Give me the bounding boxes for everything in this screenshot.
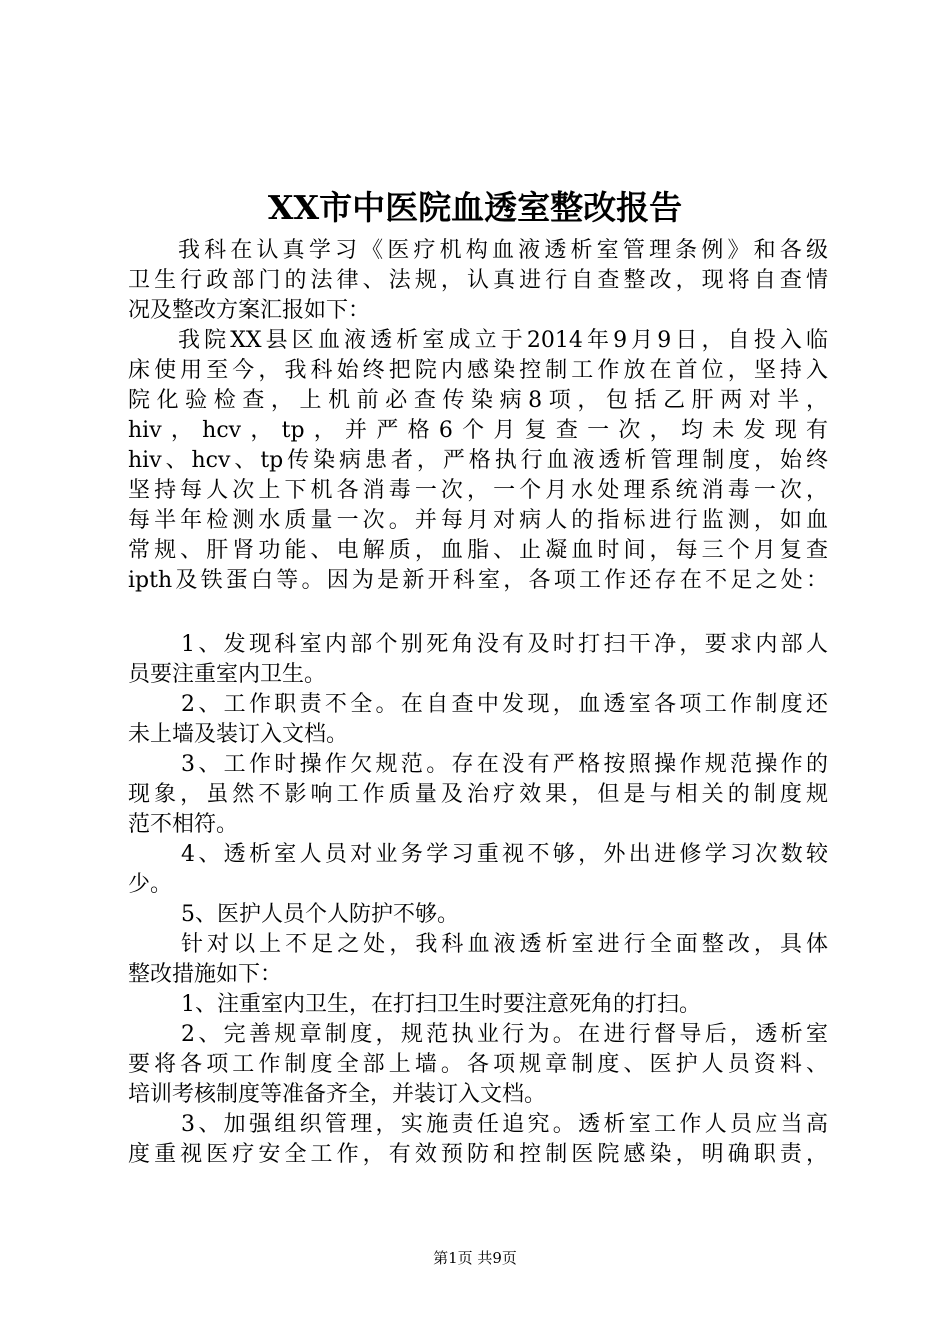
paragraph-line: 床使用至今，我科始终把院内感染控制工作放在首位，坚持入 [128,358,828,383]
page-footer: 第1页 共9页 [433,1249,517,1267]
list-item-line: 培训考核制度等准备齐全，并装订入文档。 [128,1082,547,1107]
paragraph-line: 每半年检测水质量一次。并每月对病人的指标进行监测，如血 [128,508,828,533]
list-item-line: 5、医护人员个人防护不够。 [181,902,459,927]
paragraph-line: ipth及铁蛋白等。因为是新开科室，各项工作还存在不足之处： [128,568,828,593]
paragraph-line: 卫生行政部门的法律、法规，认真进行自查整改，现将自查情 [128,268,828,293]
list-item-line: 现象，虽然不影响工作质量及治疗效果，但是与相关的制度规 [128,782,828,807]
list-item-line: 度重视医疗安全工作，有效预防和控制医院感染，明确职责， [128,1142,828,1167]
paragraph-line: hiv、hcv、tp传染病患者，严格执行血液透析管理制度，始终 [128,448,828,473]
paragraph-gap [128,596,828,630]
paragraph-line: hiv，hcv，tp，并严格6个月复查一次，均未发现有 [128,418,828,443]
paragraph-line: 常规、肝肾功能、电解质，血脂、止凝血时间，每三个月复查 [128,538,828,563]
list-item-line: 1、注重室内卫生，在打扫卫生时要注意死角的打扫。 [181,992,701,1017]
list-item-line: 少。 [128,872,173,897]
list-item-line: 3、工作时操作欠规范。存在没有严格按照操作规范操作的 [181,752,828,777]
document-title: XX市中医院血透室整改报告 [267,188,683,227]
paragraph-line: 院化验检查，上机前必查传染病8项，包括乙肝两对半， [128,388,828,413]
list-item-line: 要将各项工作制度全部上墙。各项规章制度、医护人员资料、 [128,1052,828,1077]
list-item-line: 范不相符。 [128,812,239,837]
paragraph-line: 我院XX县区血液透析室成立于2014年9月9日，自投入临 [178,328,828,353]
list-item-line: 3、加强组织管理，实施责任追究。透析室工作人员应当高 [181,1112,828,1137]
paragraph-line: 整改措施如下： [128,962,283,987]
list-item-line: 未上墙及装订入文档。 [128,722,349,747]
list-item-line: 1、发现科室内部个别死角没有及时打扫干净，要求内部人 [181,632,828,657]
list-item-line: 4、透析室人员对业务学习重视不够，外出进修学习次数较 [181,842,828,867]
paragraph-line: 况及整改方案汇报如下： [128,298,371,323]
paragraph-line: 我科在认真学习《医疗机构血液透析室管理条例》和各级 [178,238,828,263]
list-item-line: 2、工作职责不全。在自查中发现，血透室各项工作制度还 [181,692,828,717]
document-body [128,236,828,1170]
list-item-line: 员要注重室内卫生。 [128,662,327,687]
list-item-line: 2、完善规章制度，规范执业行为。在进行督导后，透析室 [181,1022,828,1047]
paragraph-line: 针对以上不足之处，我科血液透析室进行全面整改，具体 [181,932,828,957]
paragraph-line: 坚持每人次上下机各消毒一次，一个月水处理系统消毒一次， [128,478,828,503]
